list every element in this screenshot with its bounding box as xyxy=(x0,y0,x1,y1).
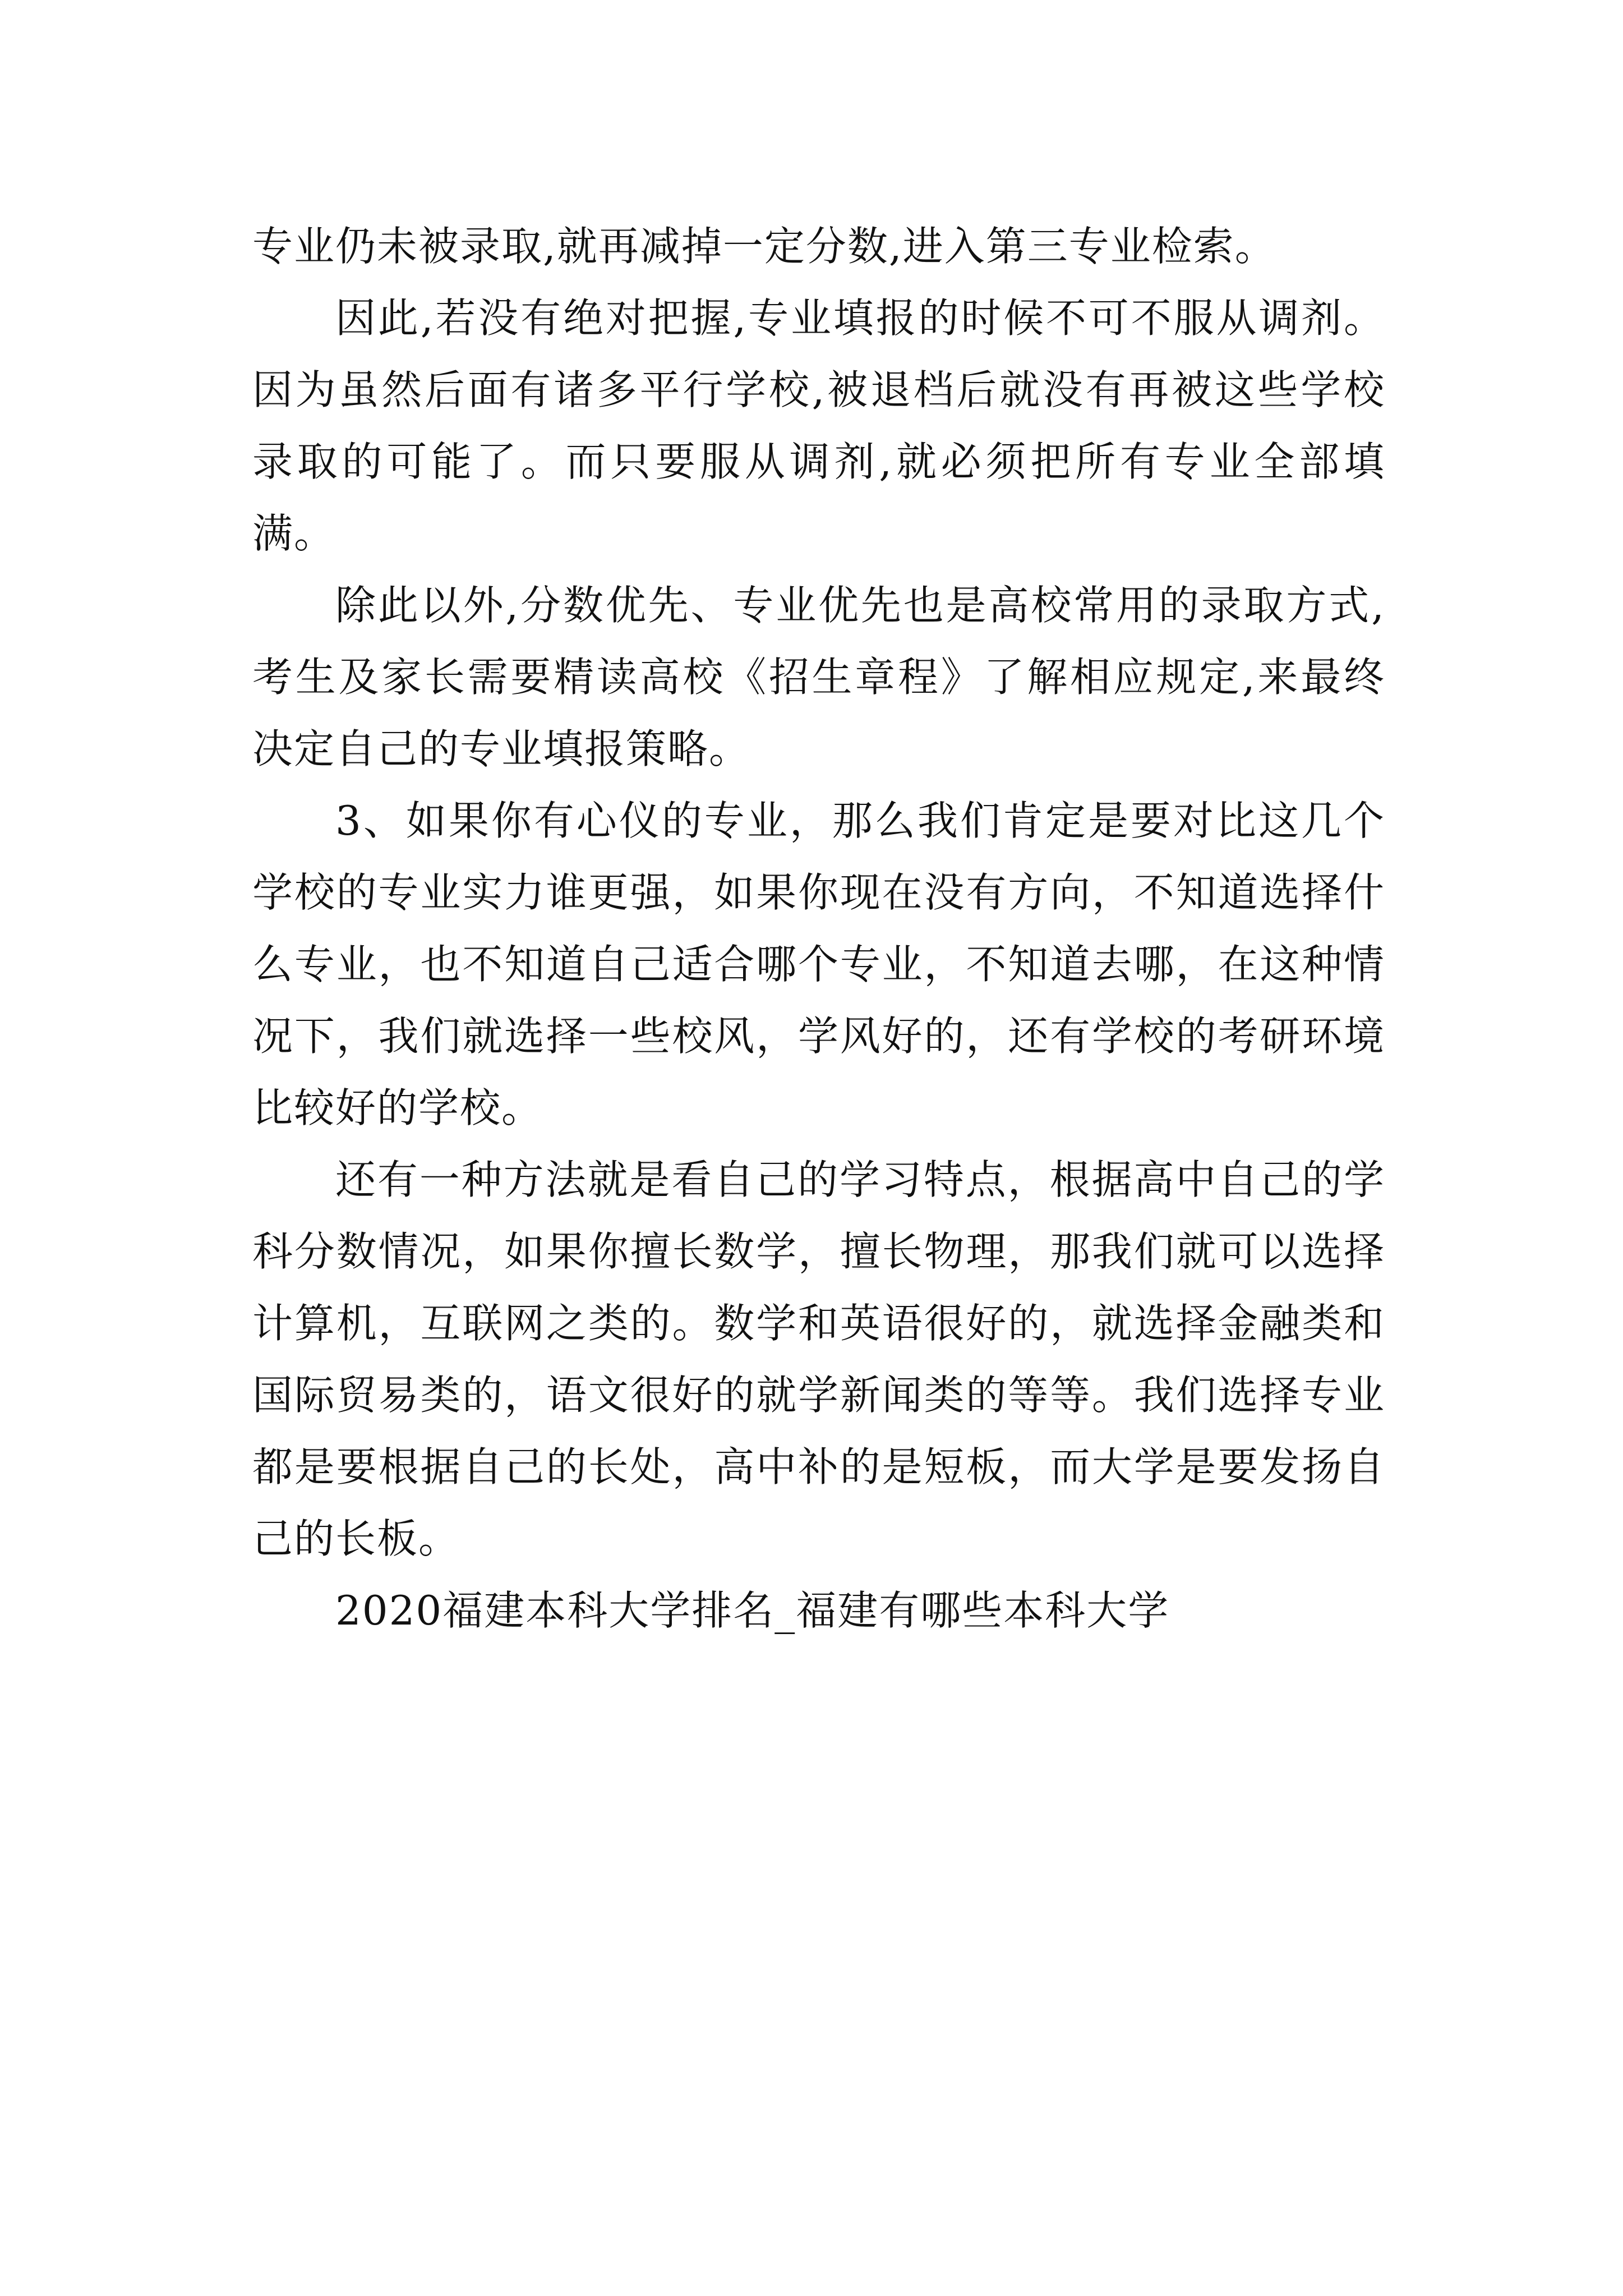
paragraph-6-title-link: 2020福建本科大学排名_福建有哪些本科大学 xyxy=(335,1587,1170,1634)
document-body xyxy=(252,210,1385,1646)
paragraph-3: 除此以外,分数优先、专业优先也是高校常用的录取方式,考生及家长需要精读高校《招生章程》了解相应规定,来最终决定自己的专业填报策略。 xyxy=(252,582,1385,772)
paragraph-1: 专业仍未被录取,就再减掉一定分数,进入第三专业检索。 xyxy=(252,223,1276,270)
paragraph-2: 因此,若没有绝对把握,专业填报的时候不可不服从调剂。因为虽然后面有诸多平行学校,被退档后就没有再被这些学校录取的可能了。而只要服从调剂,就必须把所有专业全部填满。 xyxy=(252,295,1385,557)
paragraph-4: 3、如果你有心仪的专业，那么我们肯定是要对比这几个学校的专业实力谁更强，如果你现在没有方向，不知道选择什么专业，也不知道自己适合哪个专业，不知道去哪，在这种情况下，我们就选择一些校风，学风好的，还有学校的考研环境比较好的学校。 xyxy=(252,797,1385,1131)
paragraph-5: 还有一种方法就是看自己的学习特点，根据高中自己的学科分数情况，如果你擅长数学，擅长物理，那我们就可以选择计算机，互联网之类的。数学和英语很好的，就选择金融类和国际贸易类的，语文很好的就学新闻类的等等。我们选择专业都是要根据自己的长处，高中补的是短板，而大学是要发扬自己的长板。 xyxy=(252,1156,1385,1562)
